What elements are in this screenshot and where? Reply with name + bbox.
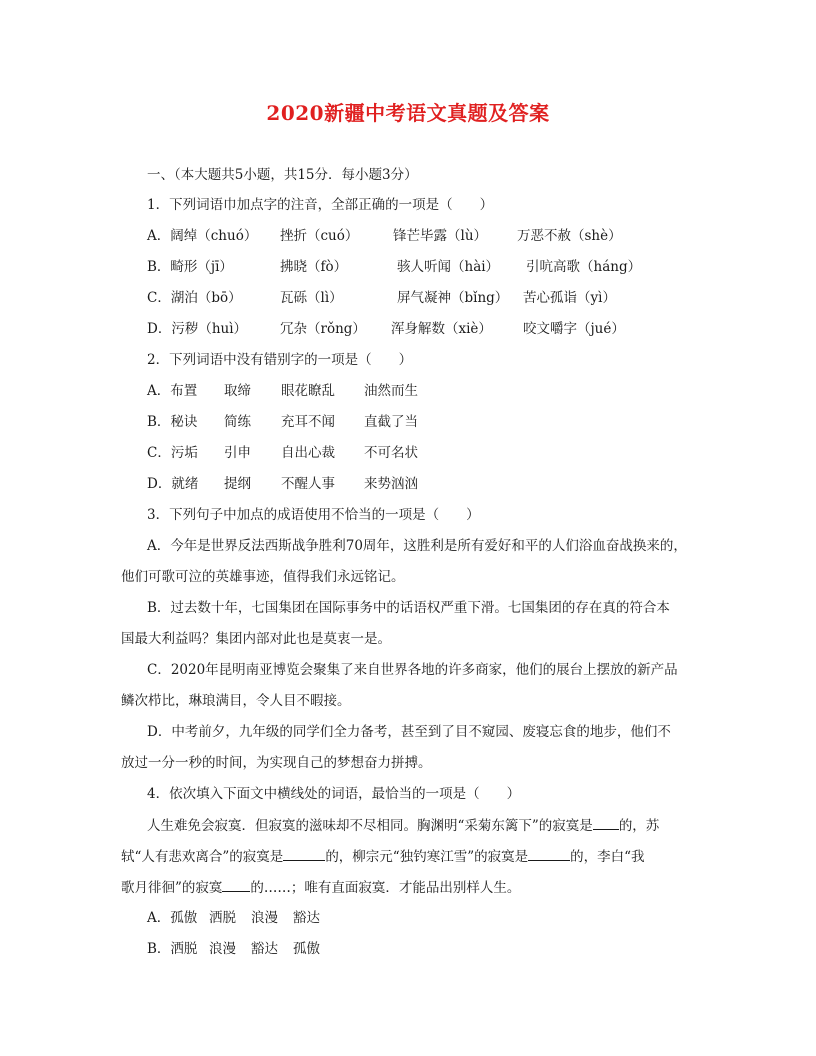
- q2-option-a-1: A．布置: [147, 383, 198, 399]
- q3-option-b-line2: 国最大利益吗？集团内部对此也是莫衷一是。: [121, 631, 391, 647]
- q4-passage-text: 的，柳宗元“独钓寒江雪”的寂寞是: [325, 849, 529, 865]
- q4-option-a-4: 豁达: [293, 910, 320, 926]
- q1-option-c-1: C．湖泊（bō）: [147, 290, 242, 306]
- q4-passage-text: 歌月徘徊”的寂寞: [121, 880, 223, 896]
- question-1-stem: 1．下列词语巾加点字的注音，全部正确的一项是（ ）: [147, 197, 494, 213]
- q3-option-b-line1: B．过去数十年，七国集团在国际事务中的话语权严重下滑。七国集团的存在真的符合本: [147, 600, 670, 616]
- q2-option-d-4: 来势汹汹: [364, 476, 418, 492]
- question-4-stem: 4．依次填入下面文中横线处的词语，最恰当的一项是（ ）: [147, 786, 521, 802]
- q3-option-d-line1: D．中考前夕，九年级的同学们全力备考，甚至到了目不窥园、废寝忘食的地步，他们不: [147, 724, 671, 740]
- q2-option-d-1: D．就绪: [147, 476, 199, 492]
- q4-passage-text: 人生难免会寂寞．但寂寞的滋味却不尽相同。胸渊明“采菊东篱下”的寂寞是: [147, 818, 593, 834]
- section-heading: 一、（本大题共5小题，共15分．每小题3分）: [147, 167, 418, 183]
- q1-option-a-4: 万恶不赦（shè）: [517, 228, 622, 244]
- q4-option-a-1: A．孤傲: [147, 910, 198, 926]
- q2-option-d-2: 提纲: [224, 476, 251, 492]
- q1-option-a-3: 锋芒毕露（lù）: [393, 228, 488, 244]
- q2-option-c-2: 引申: [224, 445, 251, 461]
- fill-blank: [283, 848, 325, 861]
- q2-option-a-2: 取缔: [224, 383, 251, 399]
- q4-passage-text: 的，李白“我: [570, 849, 645, 865]
- q1-option-a-2: 挫折（cuó）: [280, 228, 359, 244]
- q2-option-d-3: 不醒人事: [281, 476, 335, 492]
- q4-passage-text: 的，苏: [618, 818, 660, 834]
- q1-option-b-4: 引吭高歌（háng）: [526, 259, 642, 275]
- q1-option-b-3: 骇人听闻（hài）: [397, 259, 500, 275]
- q4-option-b-4: 孤傲: [293, 941, 320, 957]
- q1-option-d-2: 冗杂（rǒng）: [280, 321, 366, 337]
- q1-option-d-3: 浑身解数（xiè）: [391, 321, 492, 337]
- q2-option-b-2: 简练: [224, 414, 251, 430]
- q1-option-c-4: 苦心孤诣（yì）: [523, 290, 616, 306]
- q3-option-a-line2: 他们可歌可泣的英雄事迹，值得我们永远铭记。: [121, 569, 405, 585]
- question-3-stem: 3．下列句子中加点的成语使用不恰当的一项是（ ）: [147, 507, 480, 523]
- q1-option-b-2: 拂晓（fò）: [280, 259, 348, 275]
- q3-option-d-line2: 放过一分一秒的时间，为实现自己的梦想奋力拼搏。: [121, 755, 432, 771]
- q2-option-a-4: 油然而生: [364, 383, 418, 399]
- q4-option-a-3: 浪漫: [251, 910, 278, 926]
- q4-passage-line2: [121, 848, 645, 865]
- fill-blank: [528, 848, 570, 861]
- page-title: 2020新疆中考语文真题及答案: [266, 101, 550, 125]
- q4-passage-line1: [147, 817, 659, 834]
- q4-option-b-3: 豁达: [251, 941, 278, 957]
- q2-option-b-1: B．秘诀: [147, 414, 198, 430]
- q4-option-a-2: 洒脱: [209, 910, 236, 926]
- q1-option-d-1: D．污秽（huì）: [147, 321, 248, 337]
- q4-option-b-1: B．洒脱: [147, 941, 198, 957]
- q2-option-c-1: C．污垢: [147, 445, 198, 461]
- q1-option-d-4: 咬文嚼字（jué）: [523, 321, 625, 337]
- q2-option-a-3: 眼花瞭乱: [281, 383, 335, 399]
- q3-option-c-line2: 鳞次栉比，琳琅满目，令人目不暇接。: [121, 693, 351, 709]
- fill-blank: [593, 817, 619, 830]
- q1-option-c-3: 屏气凝神（bǐng）: [397, 290, 509, 306]
- fill-blank: [222, 879, 250, 892]
- q2-option-c-4: 不可名状: [364, 445, 418, 461]
- q4-option-b-2: 浪漫: [209, 941, 236, 957]
- q3-option-a-line1: A．今年是世界反法西斯战争胜利70周年，这胜利是所有爱好和平的人们浴血奋战换来的，: [147, 538, 687, 554]
- q3-option-c-line1: C．2020年昆明南亚博览会聚集了来自世界各地的许多商家，他们的展台上摆放的新产品: [147, 662, 678, 678]
- q1-option-b-1: B．畸形（jī）: [147, 259, 233, 275]
- question-2-stem: 2．下列词语中没有错别字的一项是（ ）: [147, 352, 413, 368]
- q1-option-a-1: A．阔绰（chuó）: [147, 228, 258, 244]
- q2-option-c-3: 自出心裁: [281, 445, 335, 461]
- q2-option-b-4: 直截了当: [364, 414, 418, 430]
- q1-option-c-2: 瓦砾（lì）: [280, 290, 343, 306]
- q4-passage-text: 的……；唯有直面寂寞．才能品出别样人生。: [250, 880, 521, 896]
- q4-passage-text: 轼“人有悲欢离合”的寂寞是: [121, 849, 284, 865]
- q2-option-b-3: 充耳不闻: [281, 414, 335, 430]
- q4-passage-line3: [121, 879, 520, 896]
